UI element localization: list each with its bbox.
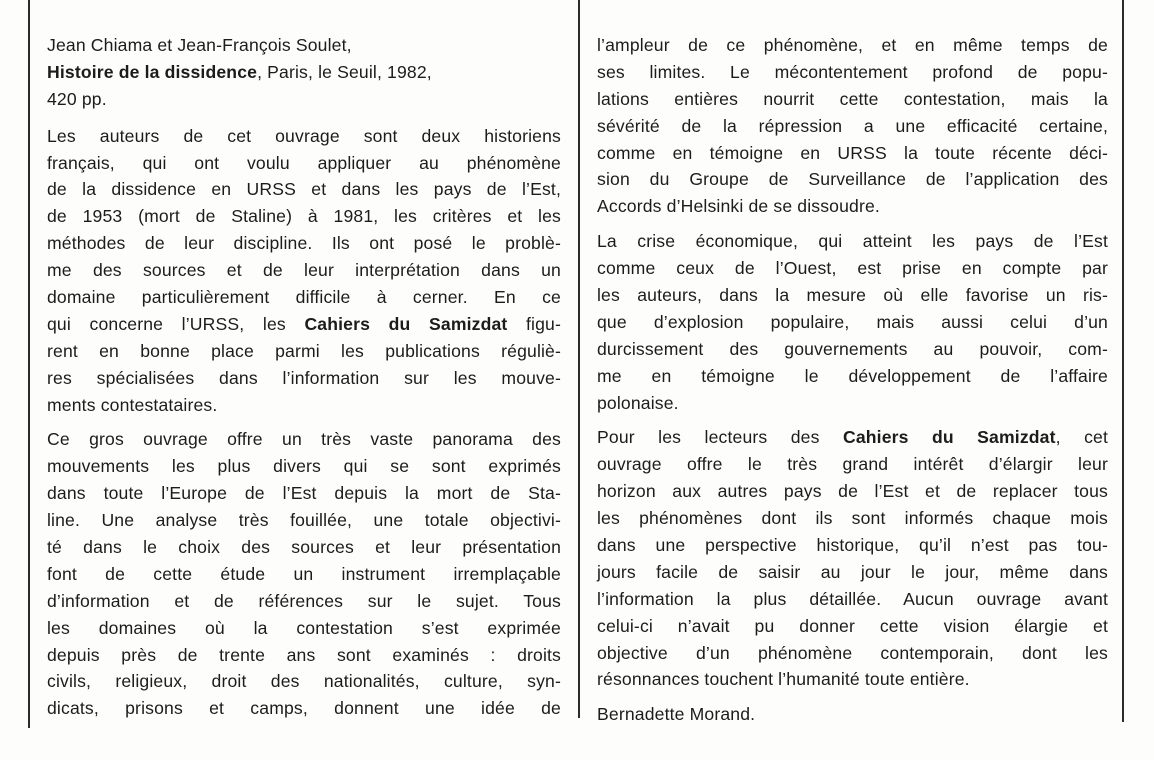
text-line: font de cette étude un instrument irremplaçable [47, 563, 561, 584]
right-paragraph-1 [597, 32, 1108, 220]
text-line: les domaines où la contestation s’est exprimée [47, 617, 561, 638]
text-line: Les auteurs de cet ouvrage sont deux historiens [47, 125, 561, 146]
text-line: l’ampleur de ce phénomène, et en même temps de [597, 35, 1108, 55]
book-citation [47, 32, 561, 113]
text-line: mouvements les plus divers qui se sont exprimés [47, 456, 561, 477]
right-paragraph-3 [597, 424, 1108, 693]
text-fragment: qui concerne l’URSS, les [47, 313, 305, 334]
text-line: objective d’un phénomène contemporain, dont les [597, 642, 1108, 663]
text-line: français, qui ont voulu appliquer au phénomène [47, 152, 561, 173]
text-line: sion du Groupe de Surveillance de l’application des [597, 169, 1108, 190]
text-fragment: figu- [507, 313, 561, 334]
book-title: Histoire de la dissidence [47, 61, 258, 82]
text-line: Ce gros ouvrage offre un très vaste panorama des [47, 429, 561, 450]
text-line: res spécialisées dans l’information sur les mouve- [47, 367, 561, 388]
text-line: Accords d’Helsinki de se dissoudre. [597, 196, 880, 217]
column-divider [578, 0, 580, 718]
text-line: les auteurs, dans la mesure où elle favorise un ris- [597, 285, 1108, 306]
text-line: line. Une analyse très fouillée, une totale objectivi- [47, 510, 561, 531]
left-column-rule [28, 0, 30, 728]
journal-title: Cahiers du Samizdat [842, 427, 1056, 448]
text-line: me en témoigne le développement de l’affaire [597, 365, 1108, 386]
text-line: dicats, prisons et camps, donnent une idée de [47, 698, 561, 719]
text-line: me des sources et de leur interprétation dans un [47, 260, 561, 281]
text-line: l’information la plus détaillée. Aucun ouvrage avant [597, 588, 1108, 609]
citation-authors: Jean Chiama et Jean-François Soulet, [47, 35, 352, 55]
left-paragraph-1 [47, 123, 561, 419]
text-line: sévérité de la répression a une efficacité certaine, [597, 115, 1108, 136]
review-signature: Bernadette Morand. [597, 704, 756, 725]
text-line: polonaise. [597, 392, 679, 413]
text-line: méthodes de leur discipline. Ils ont posé le problè- [47, 233, 561, 254]
text-line: que d’explosion populaire, mais aussi celui d’un [597, 311, 1108, 332]
text-line: domaine particulièrement difficile à cerner. En ce [47, 287, 561, 308]
text-line: ments contestataires. [47, 394, 218, 415]
text-fragment: , cet [1055, 427, 1108, 448]
text-line: rent en bonne place parmi les publications réguliè- [47, 340, 561, 361]
text-line: ses limites. Le mécontentement profond de popu- [597, 61, 1108, 82]
journal-title: Cahiers du Samizdat [304, 313, 508, 334]
right-paragraph-2 [597, 228, 1108, 416]
text-line-with-journal [597, 424, 1108, 451]
text-line: dans une perspective historique, qu’il n’est pas tou- [597, 535, 1108, 556]
text-line: ouvrage offre le très grand intérêt d’élargir leur [597, 454, 1108, 475]
text-line: comme ceux de l’Ouest, est prise en compte par [597, 258, 1108, 279]
right-column-rule [1122, 0, 1124, 722]
text-line: de 1953 (mort de Staline) à 1981, les critères et les [47, 206, 561, 227]
citation-title-line [47, 59, 561, 86]
citation-publisher: , Paris, le Seuil, 1982, [257, 61, 432, 82]
citation-pages: 420 pp. [47, 88, 107, 109]
text-line: civils, religieux, droit des nationalités, culture, syn- [47, 671, 561, 692]
text-line: résonnances touchent l’humanité toute entière. [597, 669, 970, 690]
text-line: La crise économique, qui atteint les pays de l’Est [597, 231, 1108, 252]
right-column [597, 32, 1108, 728]
text-line: dans toute l’Europe de l’Est depuis la mort de Sta- [47, 483, 561, 504]
text-line: d’information et de références sur le sujet. Tous [47, 590, 561, 611]
text-line: de la dissidence en URSS et dans les pays de l’Est, [47, 179, 561, 200]
text-line: celui-ci n’avait pu donner cette vision élargie et [597, 615, 1108, 636]
text-line: depuis près de trente ans sont examinés : droits [47, 644, 561, 665]
text-line: jours facile de saisir au jour le jour, même dans [597, 561, 1108, 582]
text-fragment: Pour les lecteurs des [597, 427, 843, 448]
text-line: les phénomènes dont ils sont informés chaque mois [597, 508, 1108, 529]
text-line: durcissement des gouvernements au pouvoir, com- [597, 338, 1108, 359]
text-line: té dans le choix des sources et leur présentation [47, 537, 561, 558]
text-line: comme en témoigne en URSS la toute récente déci- [597, 142, 1108, 163]
text-line: lations entières nourrit cette contestation, mais la [597, 88, 1108, 109]
left-column [47, 32, 561, 722]
left-paragraph-2 [47, 426, 561, 722]
text-line: horizon aux autres pays de l’Est et de replacer tous [597, 481, 1108, 502]
text-line-with-journal [47, 311, 561, 338]
